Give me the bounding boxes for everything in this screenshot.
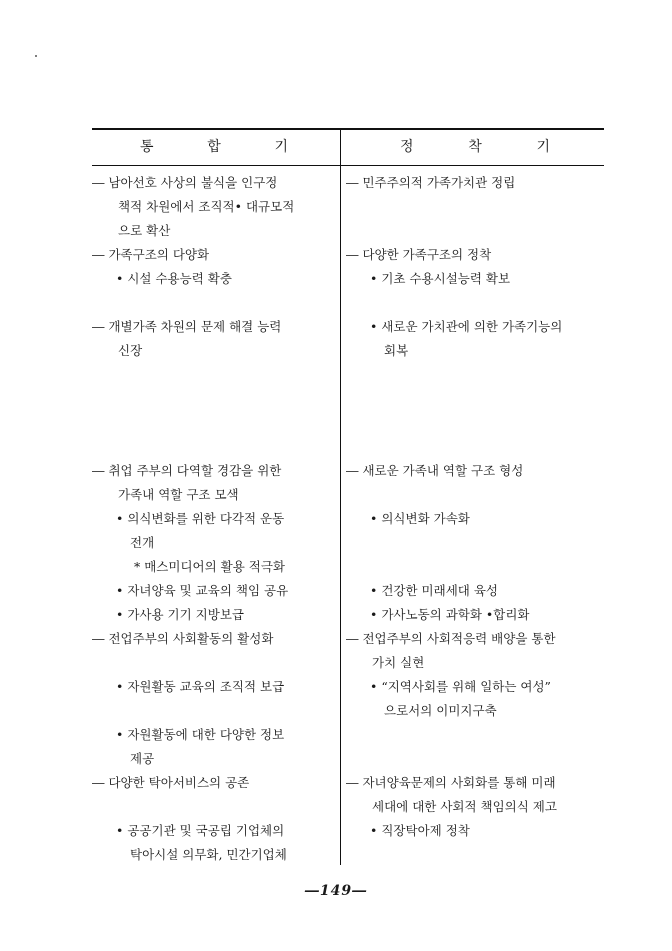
header-char: 통 xyxy=(140,139,154,155)
item-line: 전개 xyxy=(130,535,155,550)
left-subitem-facility-capacity xyxy=(92,267,336,291)
header-char: 정 xyxy=(400,139,414,155)
header-char: 착 xyxy=(468,139,482,155)
comparison-table xyxy=(92,128,604,865)
left-item-housewife-activity xyxy=(92,627,336,651)
right-subitem-community-image xyxy=(346,675,604,723)
right-subitem-basic-facilities xyxy=(346,267,604,291)
page-number: ―149― xyxy=(304,883,368,899)
item-line: 가치 실현 xyxy=(372,655,425,670)
item-line: ― 새로운 가족내 역할 구조 형성 xyxy=(346,463,524,478)
item-line: * 매스미디어의 활용 적극화 xyxy=(134,559,285,574)
item-line: 세대에 대한 사회적 책임의식 제고 xyxy=(372,799,557,814)
header-char: 합 xyxy=(207,139,221,155)
item-line: • 건강한 미래세대 육성 xyxy=(370,583,498,598)
scan-speck xyxy=(35,55,37,57)
right-subitem-family-function xyxy=(346,315,604,363)
item-line: ― 남아선호 사상의 불식을 인구정 xyxy=(92,175,278,190)
item-line: 책적 차원에서 조직적• 대규모적 xyxy=(118,199,295,214)
table-top-rule xyxy=(92,128,604,130)
item-line: • 의식변화를 위한 다각적 운동 xyxy=(116,511,285,526)
left-subitem-appliances xyxy=(92,603,336,627)
left-subitem-shared-childcare xyxy=(92,579,336,603)
item-line: 탁아시설 의무화, 민간기업체 xyxy=(130,847,287,862)
left-item-problem-solving xyxy=(92,315,336,363)
item-line: • 가사노동의 과학화 •합리화 xyxy=(370,607,530,622)
item-line: • “지역사회를 위해 일하는 여성” xyxy=(370,679,551,694)
right-item-democratic-values xyxy=(346,171,604,195)
item-line: ― 취업 주부의 다역할 경감을 위한 xyxy=(92,463,282,478)
left-item-son-preference xyxy=(92,171,336,243)
item-line: 제공 xyxy=(130,751,155,766)
item-line: • 자원활동 교육의 조직적 보급 xyxy=(116,679,285,694)
item-line: • 자원활동에 대한 다양한 정보 xyxy=(116,727,285,742)
left-item-family-diversification xyxy=(92,243,336,267)
item-line: • 자녀양육 및 교육의 책임 공유 xyxy=(116,583,289,598)
item-line: ― 개별가족 차원의 문제 해결 능력 xyxy=(92,319,282,334)
item-line: 회복 xyxy=(384,343,409,358)
item-line: 으로서의 이미지구축 xyxy=(384,703,497,718)
item-line: ― 가족구조의 다양화 xyxy=(92,247,210,262)
item-line: • 공공기관 및 국공립 기업체의 xyxy=(116,823,285,838)
left-subitem-volunteer-education xyxy=(92,675,336,699)
right-item-social-responsibility xyxy=(346,771,604,819)
header-char: 기 xyxy=(536,139,550,155)
table-header-rule xyxy=(92,165,604,166)
right-subitem-housework xyxy=(346,603,604,627)
right-item-family-structure xyxy=(346,243,604,267)
right-subitem-future-generation xyxy=(346,579,604,603)
item-line: • 가사용 기기 지방보급 xyxy=(116,607,244,622)
right-subitem-awareness xyxy=(346,507,604,531)
item-line: ― 자녀양육문제의 사회화를 통해 미래 xyxy=(346,775,556,790)
item-line: • 시설 수용능력 확충 xyxy=(116,271,232,286)
item-line: ― 전업주부의 사회활동의 활성화 xyxy=(92,631,274,646)
column-divider xyxy=(340,128,341,865)
header-char: 기 xyxy=(274,139,288,155)
right-item-social-adaptation xyxy=(346,627,604,675)
left-subitem-volunteer-info xyxy=(92,723,336,771)
left-subitem-public-daycare xyxy=(92,819,336,867)
right-item-role-structure xyxy=(346,459,604,483)
item-line: 으로 확산 xyxy=(118,223,171,238)
item-line: • 직장탁아제 정착 xyxy=(370,823,470,838)
item-line: 가족내 역할 구조 모색 xyxy=(118,487,239,502)
left-subitem-awareness-campaign xyxy=(92,507,336,555)
left-item-working-wife-roles xyxy=(92,459,336,507)
header-settlement-period xyxy=(400,136,550,160)
item-line: ― 다양한 가족구조의 정착 xyxy=(346,247,492,262)
left-subitem-mass-media xyxy=(92,555,336,579)
right-subitem-workplace-daycare xyxy=(346,819,604,843)
item-line: • 기초 수용시설능력 확보 xyxy=(370,271,511,286)
left-item-childcare-services xyxy=(92,771,336,795)
item-line: • 새로운 가치관에 의한 가족기능의 xyxy=(370,319,563,334)
item-line: ― 다양한 탁아서비스의 공존 xyxy=(92,775,250,790)
item-line: ― 민주주의적 가족가치관 정립 xyxy=(346,175,516,190)
item-line: ― 전업주부의 사회적응력 배양을 통한 xyxy=(346,631,556,646)
header-integration-period xyxy=(140,136,288,160)
item-line: 신장 xyxy=(118,343,143,358)
item-line: • 의식변화 가속화 xyxy=(370,511,470,526)
